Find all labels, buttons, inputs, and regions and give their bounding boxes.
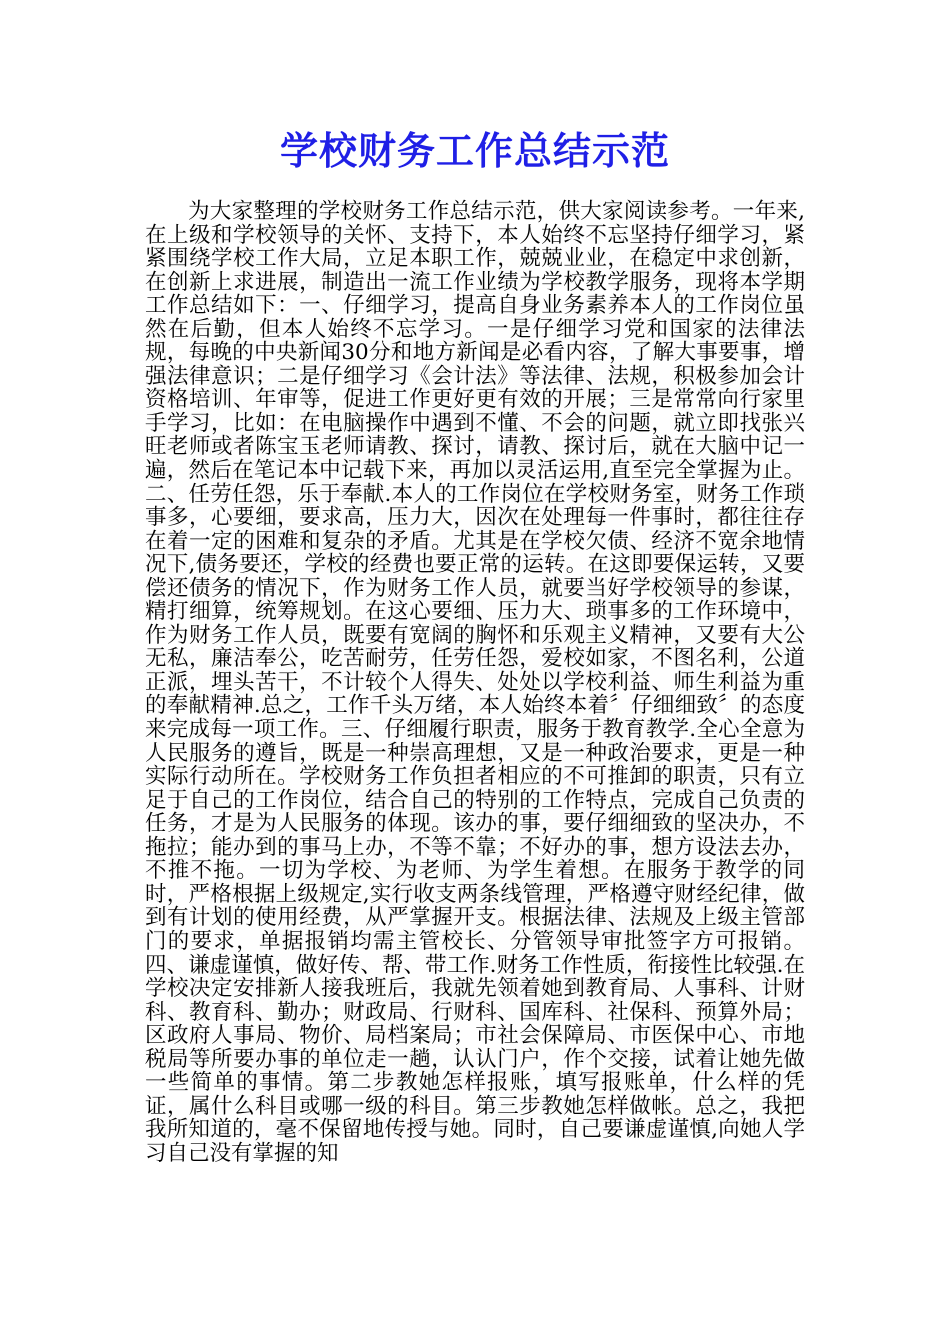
document-title: 学校财务工作总结示范 xyxy=(279,129,670,173)
document-body: 为大家整理的学校财务工作总结示范，供大家阅读参考。一年来,在上级和学校领导的关怀、支持下，本人始终不忘坚持仔细学习，紧紧围绕学校工作大局，立足本职工作，兢兢业业，在稳定中求创新，在创新上求进展，制造出一流工作业绩为学校教学服务，现将本学期工作总结如下：一、仔细学习，提高自身业务素养本人的工作岗位虽然在后勤，但本人始终不忘学习。一是仔细学习党和国家的法律法规，每晚的中央新闻30分和地方新闻是必看内容，了解大事要事，增强法律意识；二是仔细学习《会计法》等法律、法规，积极参加会计资格培训、年审等，促进工作更好更有效的开展；三是常常向行家里手学习，比如：在电脑操作中遇到不懂、不会的问题，就立即找张兴旺老师或者陈宝玉老师请教、探讨，请教、探讨后，就在大脑中记一遍，然后在笔记本中记载下来，再加以灵活运用,直至完全掌握为止。二、任劳任怨，乐于奉献.本人的工作岗位在学校财务室，财务工作琐事多，心要细，要求高，压力大，因次在处理每一件事时，都往往存在着一定的困难和复杂的矛盾。尤其是在学校欠债、经济不宽余地情况下,债务要还，学校的经费也要正常的运转。在这即要保运转，又要偿还债务的情况下，作为财务工作人员，就要当好学校领导的参谋，精打细算，统筹规划。在这心要细、压力大、琐事多的工作环境中，作为财务工作人员，既要有宽阔的胸怀和乐观主义精神，又要有大公无私，廉洁奉公，吃苦耐劳，任劳任怨，爱校如家，不图名利，公道正派，埋头苦干，不计较个人得失、处处以学校利益、师生利益为重的奉献精神.总之，工作千头万绪，本人始终本着〞仔细细致〞的态度来完成每一项工作。三、仔细履行职责，服务于教育教学.全心全意为人民服务的遵旨，既是一种崇高理想，又是一种政治要求，更是一种实际行动所在。学校财务工作负担者相应的不可推卸的职责，只有立足于自己的工作岗位，结合自己的特别的工作特点，完成自己负责的任务，才是为人民服务的体现。该办的事，要仔细细致的坚决办，不拖拉；能办到的事马上办，不等不靠；不好办的事，想方设法去办，不推不拖。一切为学校、为老师、为学生着想。在服务于教学的同时，严格根据上级规定,实行收支两条线管理，严格遵守财经纪律，做到有计划的使用经费，从严掌握开支。根据法律、法规及上级主管部门的要求，单据报销均需主管校长、分管领导审批签字方可报销。四、谦虚谨慎，做好传、帮、带工作.财务工作性质，衔接性比较强.在学校决定安排新人接我班后，我就先领着她到教育局、人事科、计财科、教育科、勤办；财政局、行财科、国库科、社保科、预算外局；区政府人事局、物价、局档案局；市社会保障局、市医保中心、市地税局等所要办事的单位走一趟，认认门户，作个交接，试着让她先做一些简单的事情。第二步教她怎样报账，填写报账单，什么样的凭证，属什么科目或哪一级的科目。第三步教她怎样做帐。总之，我把我所知道的，毫不保留地传授与她。同时，自己要谦虚谨慎,向她人学习自己没有掌握的知 xyxy=(145,199,805,1166)
